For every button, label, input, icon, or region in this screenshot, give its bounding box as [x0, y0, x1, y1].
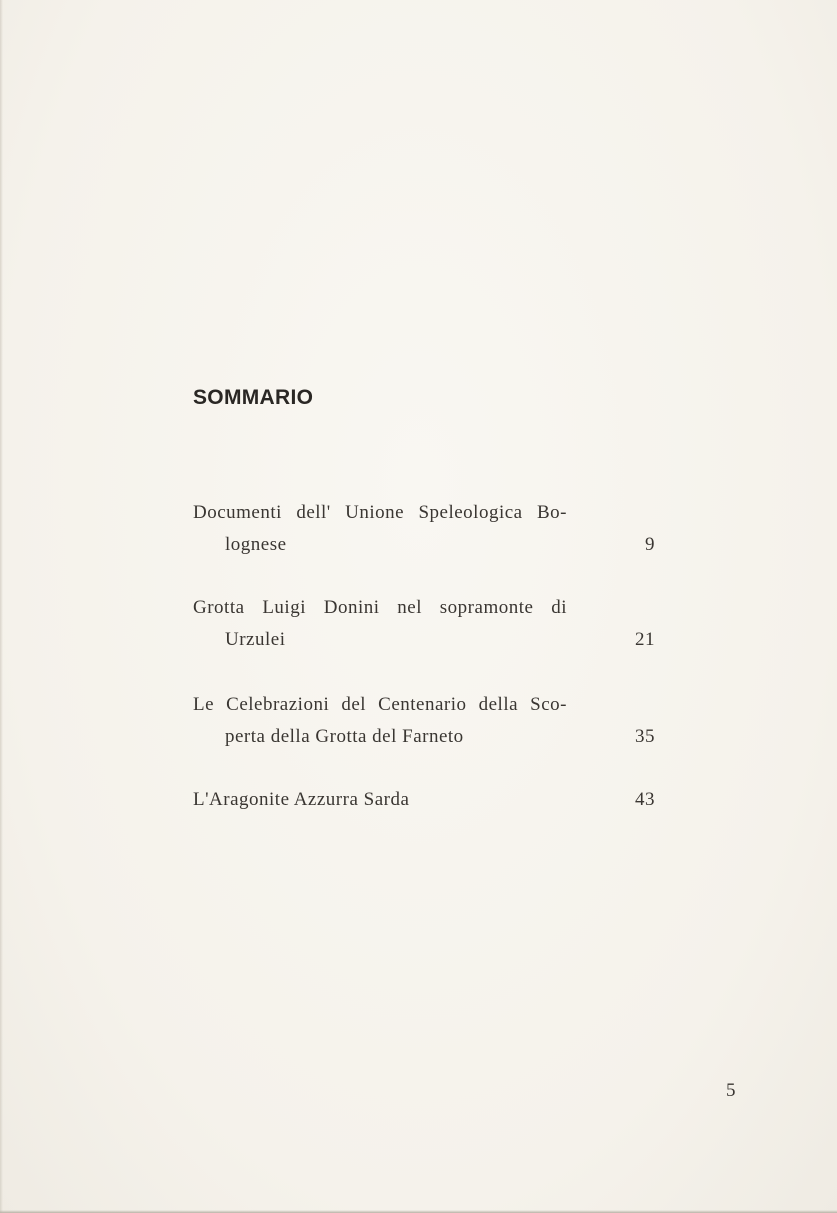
page-title: SOMMARIO [193, 386, 314, 409]
toc-entry-title-line-2: lognese [225, 534, 287, 555]
toc-entry-page-number: 43 [635, 789, 655, 810]
toc-entry-page-number: 21 [635, 629, 655, 650]
toc-entry [193, 592, 655, 656]
toc-entry-title-line-1: Le Celebrazioni del Centenario della Sco- [193, 694, 567, 715]
page-number: 5 [726, 1080, 736, 1101]
toc-entry-page-number: 35 [635, 726, 655, 747]
toc-entry-title-line-1: L'Aragonite Azzurra Sarda [193, 789, 410, 810]
page-left-edge [0, 0, 3, 1213]
toc-entry [193, 784, 655, 816]
toc-entry-page-number: 9 [645, 534, 655, 555]
toc-entry [193, 497, 655, 561]
toc-entry-title-line-1: Documenti dell' Unione Speleologica Bo- [193, 502, 567, 523]
toc-entry [193, 689, 655, 753]
toc-entry-title-line-2: perta della Grotta del Farneto [225, 726, 464, 747]
toc-entry-title-line-2: Urzulei [225, 629, 286, 650]
toc-entry-title-line-1: Grotta Luigi Donini nel sopramonte di [193, 597, 567, 618]
